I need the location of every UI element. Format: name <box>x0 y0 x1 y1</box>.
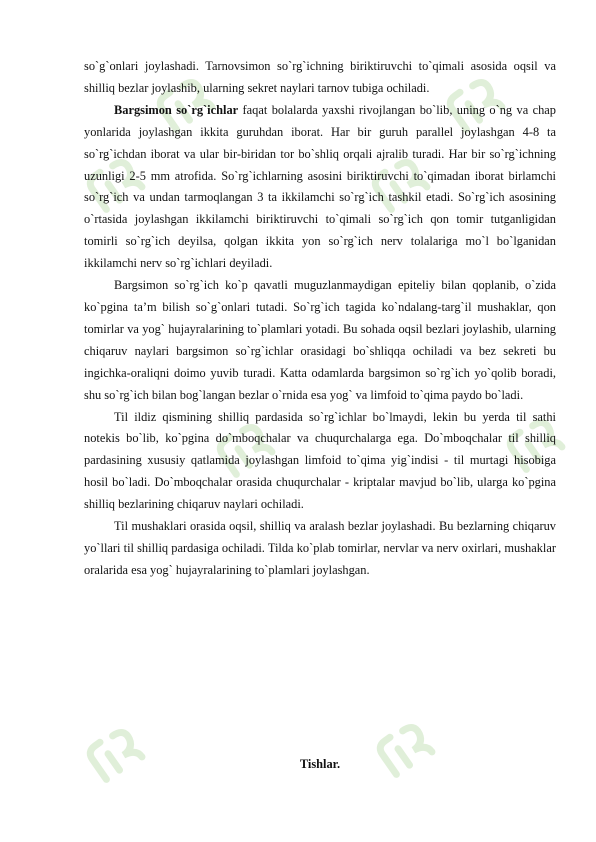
paragraph-2-bold-term: Bargsimon so`rg`ichlar <box>114 102 239 117</box>
watermark-logo-icon <box>370 715 440 785</box>
paragraph-5-text: Til mushaklari orasida oqsil, shilliq va aralash bezlar joylashadi. Bu bezlarning chiqaruv yo`llari til shilliq pardasiga ochiladi. Tilda ko`plab tomirlar, nervlar va nerv oxirlari, mushaklar oralarida esa yog` hujayralarining to`plamlari joylashgan. <box>84 519 556 577</box>
paragraph-4 <box>84 407 556 517</box>
paragraph-3-text: Bargsimon so`rg`ich ko`p qavatli muguzlanmaydigan epiteliy bilan qoplanib, o`zida ko`pgina ta’m bilish so`g`onlari tutadi. So`rg`ich tagida ko`ndalang-targ`il mushaklar, qon tomirlar va yog` hujayralarining to`plamlari yotadi. Bu sohada oqsil bezlari joylashib, ularning chiqaruv naylari bargsimon so`rg`ichlar orasidagi bo`shliqqa ochiladi va bez sekreti bu ingichka-oraliqni doimo yuvib turadi. Katta odamlarda bargsimon so`rg`ich yo`qolib boradi, shu so`rg`ich bilan bog`langan bezlar o`rnida esa yog` va limfoid to`qima paydo bo`ladi. <box>84 278 556 402</box>
watermark-logo-icon <box>80 720 150 790</box>
section-heading: Tishlar. <box>299 757 341 771</box>
paragraph-2 <box>84 100 556 275</box>
paragraph-5 <box>84 516 556 582</box>
paragraph-2-text: faqat bolalarda yaxshi rivojlangan bo`lib, uning o`ng va chap yonlarida joylashgan ikkita guruhdan iborat. Har bir guruh parallel joylashgan 4-8 ta so`rg`ichdan iborat va ular bir-biridan tor bo`shliq orqali ajralib turadi. Har bir so`rg`ichning uzunligi 2-5 mm atrofida. So`rg`ichlarning asosini biriktiruvchi to`qimadan iborat birlamchi so`rg`ich va undan tarmoqlangan 3 ta ikkilamchi so`rg`ich tashkil etadi. So`rg`ich asosining o`rtasida joylashgan ikkilamchi biriktiruvchi to`qimali so`rg`ich qon tomir tutganligidan tomirli so`rg`ich deyilsa, qolgan ikkita yon so`rg`ich nerv tolalariga mo`l bo`lganidan ikkilamchi nerv so`rg`ichlari deyiladi. <box>84 102 556 271</box>
paragraph-4-text: Til ildiz qismining shilliq pardasida so`rg`ichlar bo`lmaydi, lekin bu yerda til sathi notekis bo`lib, ko`pgina do`mboqchalar va chuqurchalarga ega. Do`mboqchalar til shilliq pardasining xususiy qatlamida joylashgan limfoid to`qima yig`indisi - til murtagi hisobiga hosil bo`ladi. Do`mboqchalar orasida chuqurchalar - kriptalar mavjud bo`lib, ularga ko`pgina shilliq bezlarining chiqaruv naylari ochiladi. <box>84 409 556 512</box>
body-text <box>84 56 556 582</box>
paragraph-1 <box>84 56 556 100</box>
paragraph-3 <box>84 275 556 406</box>
paragraph-1-text: so`g`onlari joylashadi. Tarnovsimon so`rg`ichning biriktiruvchi to`qimali asosida oqsil va shilliq bezlar joylashib, ularning sekret naylari tarnov tubiga ochiladi. <box>84 59 556 95</box>
